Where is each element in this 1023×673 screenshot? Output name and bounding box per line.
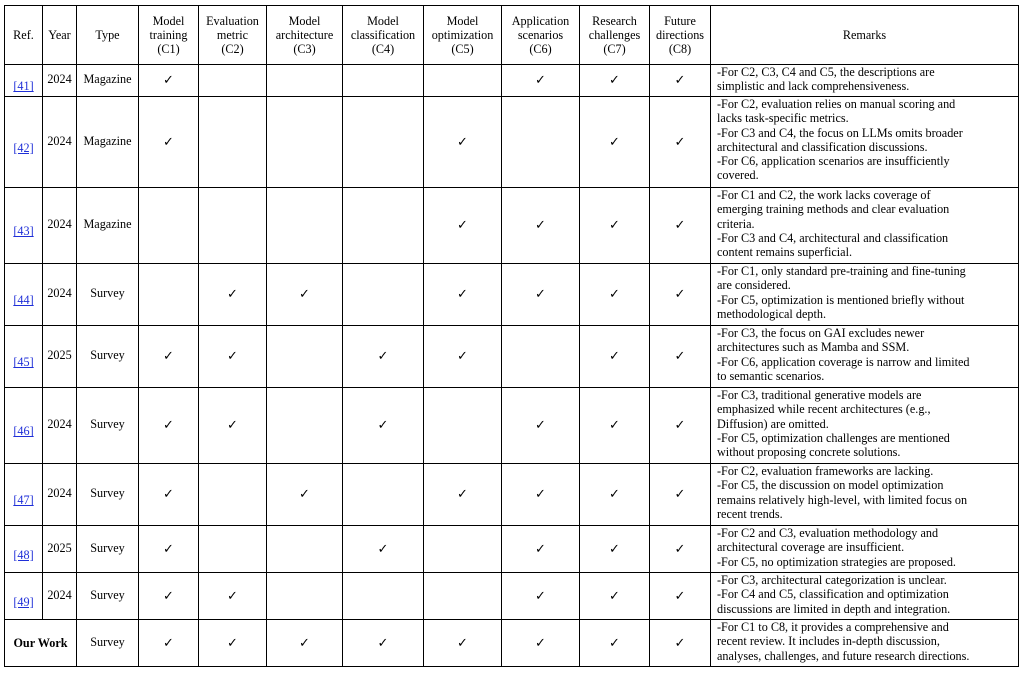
cell-c5	[424, 464, 502, 526]
cell-c7	[580, 620, 650, 667]
ref-link[interactable]: [47]	[13, 493, 34, 508]
check-mark-icon: ✓	[609, 587, 620, 603]
cell-c3	[267, 620, 343, 667]
remark-line: -For C3, the focus on GAI excludes newer	[717, 326, 925, 340]
remark-line: architectures such as Mamba and SSM.	[717, 340, 910, 355]
cell-year	[43, 573, 77, 620]
check-mark-icon: ✓	[227, 348, 238, 364]
remark-line: discussions are limited in depth and integration.	[717, 601, 951, 616]
type-value: Magazine	[83, 133, 132, 148]
cell-c5	[424, 620, 502, 667]
cell-year	[43, 97, 77, 188]
header-c1: Model training (C1)	[139, 6, 199, 65]
cell-c3	[267, 388, 343, 464]
check-mark-icon: ✓	[457, 348, 468, 364]
type-value: Survey	[90, 540, 125, 555]
check-mark-icon: ✓	[227, 417, 238, 433]
cell-c6	[502, 65, 580, 97]
cell-c7	[580, 97, 650, 188]
cell-ref[interactable]	[5, 526, 43, 573]
cell-c2	[199, 326, 267, 388]
table-row	[5, 264, 1019, 326]
remark-line: -For C2, C3, C4 and C5, the descriptions are	[717, 65, 935, 79]
remark-line: -For C5, optimization is mentioned briefly without	[717, 292, 965, 307]
remark-line: recent trends.	[717, 506, 783, 521]
table-row	[5, 526, 1019, 573]
check-mark-icon: ✓	[609, 634, 620, 650]
cell-c8	[650, 188, 711, 264]
remark-line: -For C2, evaluation frameworks are lacking.	[717, 464, 934, 478]
check-mark-icon: ✓	[674, 486, 686, 502]
cell-c7	[580, 264, 650, 326]
cell-type	[77, 264, 139, 326]
remark-line: -For C4 and C5, classification and optimization	[717, 587, 949, 602]
cell-ref[interactable]	[5, 388, 43, 464]
cell-type	[77, 573, 139, 620]
cell-c4	[343, 388, 424, 464]
check-mark-icon: ✓	[535, 486, 546, 502]
cell-c3	[267, 65, 343, 97]
year-value: 2024	[47, 417, 72, 432]
remark-line: -For C2, evaluation relies on manual scoring and	[717, 97, 956, 111]
check-mark-icon: ✓	[163, 540, 174, 556]
cell-ref[interactable]	[5, 264, 43, 326]
remark-line: -For C1 to C8, it provides a comprehensive and	[717, 620, 949, 634]
table-row	[5, 188, 1019, 264]
table-row	[5, 97, 1019, 188]
remark-line: emerging training methods and clear evaluation	[717, 202, 950, 217]
cell-c6	[502, 620, 580, 667]
remark-line: -For C2 and C3, evaluation methodology and	[717, 526, 939, 540]
check-mark-icon: ✓	[674, 286, 686, 302]
year-value: 2024	[47, 217, 72, 232]
cell-c1	[139, 573, 199, 620]
cell-c1	[139, 188, 199, 264]
cell-c2	[199, 264, 267, 326]
year-value: 2025	[47, 348, 72, 363]
ref-link[interactable]: [48]	[13, 547, 34, 562]
table-row	[5, 65, 1019, 97]
remark-line: to semantic scenarios.	[717, 368, 825, 383]
cell-c2	[199, 573, 267, 620]
check-mark-icon: ✓	[535, 634, 546, 650]
check-mark-icon: ✓	[163, 587, 174, 603]
remark-line: -For C1 and C2, the work lacks coverage of	[717, 188, 931, 202]
header-c5: Model optimization (C5)	[424, 6, 502, 65]
cell-c7	[580, 388, 650, 464]
cell-c5	[424, 326, 502, 388]
cell-c3	[267, 188, 343, 264]
check-mark-icon: ✓	[163, 133, 174, 149]
cell-c7	[580, 526, 650, 573]
check-mark-icon: ✓	[299, 634, 310, 650]
cell-c1	[139, 264, 199, 326]
cell-c5	[424, 526, 502, 573]
cell-type	[77, 188, 139, 264]
type-value: Survey	[90, 634, 125, 649]
remark-line: content remains superficial.	[717, 245, 853, 260]
cell-c3	[267, 573, 343, 620]
cell-type	[77, 464, 139, 526]
ref-label: Our Work	[13, 635, 68, 650]
remark-line: -For C6, application coverage is narrow and limited	[717, 354, 970, 369]
cell-c8	[650, 326, 711, 388]
cell-remarks	[711, 573, 1019, 620]
cell-c1	[139, 464, 199, 526]
header-c4: Model classification (C4)	[343, 6, 424, 65]
remark-line: -For C3 and C4, architectural and classification	[717, 230, 949, 245]
check-mark-icon: ✓	[674, 587, 686, 603]
type-value: Survey	[90, 486, 125, 501]
cell-c4	[343, 573, 424, 620]
cell-ref[interactable]	[5, 326, 43, 388]
check-mark-icon: ✓	[609, 540, 620, 556]
cell-c5	[424, 188, 502, 264]
remark-line: -For C1, only standard pre-training and fine-tuning	[717, 264, 966, 278]
cell-ref	[5, 620, 77, 667]
cell-c3	[267, 264, 343, 326]
check-mark-icon: ✓	[227, 286, 238, 302]
cell-c4	[343, 526, 424, 573]
check-mark-icon: ✓	[457, 634, 468, 650]
check-mark-icon: ✓	[227, 587, 238, 603]
type-value: Survey	[90, 587, 125, 602]
table-row	[5, 464, 1019, 526]
remark-line: methodological depth.	[717, 306, 826, 321]
type-value: Magazine	[83, 217, 132, 232]
cell-c3	[267, 464, 343, 526]
table-row	[5, 620, 1019, 667]
cell-c3	[267, 97, 343, 188]
cell-c4	[343, 464, 424, 526]
header-c7: Research challenges (C7)	[580, 6, 650, 65]
remark-line: -For C3, traditional generative models are	[717, 388, 922, 402]
cell-c4	[343, 326, 424, 388]
check-mark-icon: ✓	[377, 634, 389, 650]
cell-remarks	[711, 326, 1019, 388]
check-mark-icon: ✓	[674, 634, 686, 650]
check-mark-icon: ✓	[535, 417, 546, 433]
remark-line: without proposing concrete solutions.	[717, 445, 901, 460]
check-mark-icon: ✓	[535, 217, 546, 233]
cell-year	[43, 326, 77, 388]
header-year: Year	[43, 6, 77, 65]
cell-c5	[424, 97, 502, 188]
check-mark-icon: ✓	[674, 133, 686, 149]
remark-line: architectural and classification discussions.	[717, 139, 928, 154]
cell-c5	[424, 264, 502, 326]
check-mark-icon: ✓	[377, 348, 389, 364]
cell-c6	[502, 264, 580, 326]
header-c6: Application scenarios (C6)	[502, 6, 580, 65]
header-c2: Evaluation metric (C2)	[199, 6, 267, 65]
ref-link[interactable]: [41]	[13, 79, 34, 94]
check-mark-icon: ✓	[163, 348, 174, 364]
cell-c6	[502, 464, 580, 526]
cell-remarks	[711, 526, 1019, 573]
cell-ref[interactable]	[5, 464, 43, 526]
cell-c6	[502, 573, 580, 620]
cell-type	[77, 326, 139, 388]
check-mark-icon: ✓	[674, 72, 686, 88]
cell-c8	[650, 620, 711, 667]
year-value: 2024	[47, 286, 72, 301]
table-row	[5, 573, 1019, 620]
check-mark-icon: ✓	[609, 417, 620, 433]
cell-c6	[502, 97, 580, 188]
check-mark-icon: ✓	[163, 417, 174, 433]
ref-link[interactable]: [43]	[13, 224, 34, 239]
cell-c5	[424, 573, 502, 620]
header-remarks: Remarks	[711, 6, 1019, 65]
check-mark-icon: ✓	[674, 348, 686, 364]
remark-line: emphasized while recent architectures (e.g.,	[717, 402, 931, 417]
cell-c1	[139, 620, 199, 667]
cell-c8	[650, 526, 711, 573]
check-mark-icon: ✓	[674, 417, 686, 433]
check-mark-icon: ✓	[609, 217, 620, 233]
cell-remarks	[711, 65, 1019, 97]
table-row	[5, 326, 1019, 388]
ref-link[interactable]: [45]	[13, 355, 34, 370]
cell-c2	[199, 388, 267, 464]
type-value: Survey	[90, 417, 125, 432]
type-value: Magazine	[83, 72, 132, 87]
cell-c1	[139, 326, 199, 388]
cell-c2	[199, 188, 267, 264]
check-mark-icon: ✓	[674, 540, 686, 556]
cell-c6	[502, 388, 580, 464]
cell-c8	[650, 464, 711, 526]
header-row	[5, 6, 1019, 65]
cell-c1	[139, 388, 199, 464]
cell-type	[77, 620, 139, 667]
remark-line: -For C6, application scenarios are insufficiently	[717, 154, 950, 169]
cell-c8	[650, 573, 711, 620]
cell-remarks	[711, 464, 1019, 526]
check-mark-icon: ✓	[377, 540, 389, 556]
check-mark-icon: ✓	[377, 417, 389, 433]
check-mark-icon: ✓	[674, 217, 686, 233]
ref-link[interactable]: [44]	[13, 293, 34, 308]
check-mark-icon: ✓	[535, 587, 546, 603]
header-type: Type	[77, 6, 139, 65]
cell-year	[43, 264, 77, 326]
cell-remarks	[711, 388, 1019, 464]
table-row	[5, 388, 1019, 464]
comparison-table	[4, 5, 1019, 667]
year-value: 2024	[47, 587, 72, 602]
year-value: 2025	[47, 540, 72, 555]
header-ref: Ref.	[5, 6, 43, 65]
remark-line: remains relatively high-level, with limited focus on	[717, 492, 968, 507]
check-mark-icon: ✓	[227, 634, 238, 650]
remark-line: Diffusion) are omitted.	[717, 416, 829, 431]
check-mark-icon: ✓	[457, 133, 468, 149]
cell-c6	[502, 188, 580, 264]
remark-line: recent review. It includes in-depth discussion,	[717, 634, 940, 649]
check-mark-icon: ✓	[609, 348, 620, 364]
cell-c8	[650, 264, 711, 326]
remark-line: lacks task-specific metrics.	[717, 111, 849, 126]
cell-c1	[139, 526, 199, 573]
cell-c6	[502, 526, 580, 573]
year-value: 2024	[47, 486, 72, 501]
cell-c4	[343, 264, 424, 326]
check-mark-icon: ✓	[609, 286, 620, 302]
remark-line: are considered.	[717, 278, 791, 293]
type-value: Survey	[90, 348, 125, 363]
remark-line: -For C3, architectural categorization is unclear.	[717, 573, 947, 587]
cell-type	[77, 526, 139, 573]
check-mark-icon: ✓	[299, 486, 310, 502]
check-mark-icon: ✓	[299, 286, 310, 302]
cell-c1	[139, 65, 199, 97]
cell-c5	[424, 388, 502, 464]
cell-type	[77, 97, 139, 188]
cell-c2	[199, 526, 267, 573]
cell-remarks	[711, 264, 1019, 326]
cell-c4	[343, 97, 424, 188]
cell-c3	[267, 526, 343, 573]
cell-c1	[139, 97, 199, 188]
check-mark-icon: ✓	[535, 286, 546, 302]
cell-c6	[502, 326, 580, 388]
cell-ref[interactable]	[5, 188, 43, 264]
cell-year	[43, 65, 77, 97]
cell-c4	[343, 188, 424, 264]
ref-link[interactable]: [49]	[13, 594, 34, 609]
cell-type	[77, 388, 139, 464]
cell-c5	[424, 65, 502, 97]
check-mark-icon: ✓	[609, 133, 620, 149]
remark-line: -For C5, the discussion on model optimization	[717, 478, 944, 493]
cell-c7	[580, 464, 650, 526]
ref-link[interactable]: [42]	[13, 140, 34, 155]
check-mark-icon: ✓	[535, 540, 546, 556]
year-value: 2024	[47, 72, 72, 87]
cell-remarks	[711, 188, 1019, 264]
type-value: Survey	[90, 286, 125, 301]
remark-line: -For C5, no optimization strategies are proposed.	[717, 554, 956, 569]
cell-c7	[580, 188, 650, 264]
cell-c2	[199, 97, 267, 188]
cell-c4	[343, 620, 424, 667]
remark-line: analyses, challenges, and future research directions.	[717, 648, 970, 663]
cell-c7	[580, 573, 650, 620]
cell-remarks	[711, 620, 1019, 667]
cell-c2	[199, 620, 267, 667]
header-c8: Future directions (C8)	[650, 6, 711, 65]
cell-c4	[343, 65, 424, 97]
cell-c8	[650, 97, 711, 188]
cell-c2	[199, 464, 267, 526]
ref-link[interactable]: [46]	[13, 424, 34, 439]
cell-year	[43, 388, 77, 464]
remark-line: -For C5, optimization challenges are mentioned	[717, 430, 950, 445]
check-mark-icon: ✓	[163, 486, 174, 502]
cell-c8	[650, 388, 711, 464]
check-mark-icon: ✓	[535, 72, 546, 88]
remark-line: criteria.	[717, 216, 755, 231]
check-mark-icon: ✓	[457, 217, 468, 233]
remark-line: covered.	[717, 168, 759, 183]
cell-c3	[267, 326, 343, 388]
cell-year	[43, 188, 77, 264]
cell-ref[interactable]	[5, 65, 43, 97]
check-mark-icon: ✓	[163, 72, 174, 88]
cell-ref[interactable]	[5, 573, 43, 620]
header-c3: Model architecture (C3)	[267, 6, 343, 65]
remark-line: simplistic and lack comprehensiveness.	[717, 79, 910, 94]
cell-ref[interactable]	[5, 97, 43, 188]
year-value: 2024	[47, 133, 72, 148]
cell-c2	[199, 65, 267, 97]
cell-year	[43, 464, 77, 526]
cell-year	[43, 526, 77, 573]
cell-c7	[580, 65, 650, 97]
table-body	[5, 65, 1019, 667]
remark-line: architectural coverage are insufficient.	[717, 540, 905, 555]
cell-remarks	[711, 97, 1019, 188]
remark-line: -For C3 and C4, the focus on LLMs omits broader	[717, 125, 963, 140]
cell-type	[77, 65, 139, 97]
cell-c8	[650, 65, 711, 97]
check-mark-icon: ✓	[163, 634, 174, 650]
cell-c7	[580, 326, 650, 388]
check-mark-icon: ✓	[609, 72, 620, 88]
check-mark-icon: ✓	[609, 486, 620, 502]
check-mark-icon: ✓	[457, 286, 468, 302]
check-mark-icon: ✓	[457, 486, 468, 502]
